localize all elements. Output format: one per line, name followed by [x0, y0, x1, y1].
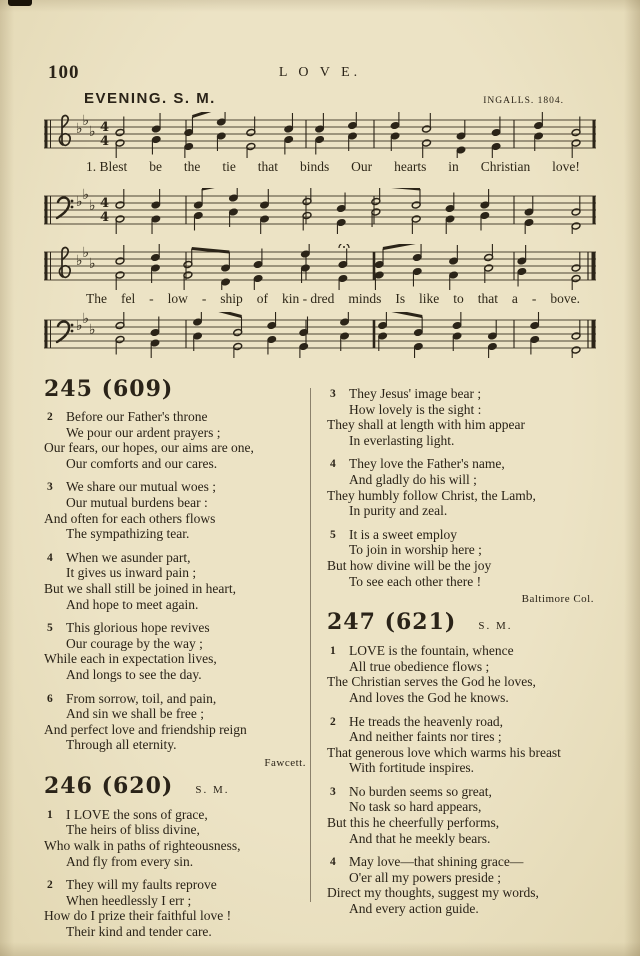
hymn-verse: [44, 620, 308, 682]
verse-line: When heedlessly I err ;: [66, 892, 192, 908]
verse-number: 1: [47, 808, 53, 821]
flat-sign-icon: ♭: [82, 113, 90, 129]
hymn-verse: [327, 854, 596, 916]
verse-number: 3: [330, 388, 336, 400]
tune-header: [0, 90, 640, 110]
fermata-icon: [339, 244, 349, 248]
treble-clef-stave: [44, 244, 596, 290]
verse-line: And that he meekly bears.: [349, 830, 491, 846]
flat-sign-icon: ♭: [89, 256, 96, 272]
verse-number: 4: [330, 856, 336, 869]
sheet-music: [44, 112, 596, 372]
verse-number: 2: [47, 879, 53, 892]
verse-line: They Jesus' image bear ;: [349, 386, 482, 401]
verse-line: This glorious hope revives: [66, 620, 210, 636]
verse-line: Their kind and tender care.: [66, 924, 212, 940]
hymn-verse: [44, 550, 308, 612]
hymn-heading: [44, 773, 308, 803]
verse-line: Our comforts and our cares.: [66, 455, 218, 471]
flat-sign-icon: ♭: [82, 188, 90, 203]
page-header: [0, 62, 640, 84]
verse-line: Who walk in paths of righteousness,: [44, 838, 241, 854]
verse-line: And longs to see the day.: [66, 666, 202, 682]
flat-sign-icon: ♭: [89, 124, 96, 140]
verse-line: And hope to meet again.: [66, 596, 199, 612]
time-signature-digit: 4: [100, 120, 110, 135]
verse-line: O'er all my powers preside ;: [349, 869, 502, 885]
verse-line: How lovely is the sight :: [349, 401, 482, 417]
lyric-word: binds: [299, 159, 330, 174]
verse-number: 5: [47, 622, 53, 635]
verse-line: To see each other there !: [349, 573, 482, 589]
tune-composer: INGALLS. 1804.: [483, 96, 564, 106]
lyric-word: tie: [222, 159, 236, 174]
lyric-word: low: [167, 291, 188, 306]
hymn-attribution: Baltimore Col.: [521, 593, 594, 606]
verse-line: And fly from every sin.: [66, 853, 194, 869]
verse-line: They love the Father's name,: [349, 456, 505, 472]
lyric-word: The: [86, 291, 107, 306]
lyric-word: of: [256, 291, 268, 306]
verse-line: Through all eternity.: [66, 737, 177, 753]
verse-line: That generous love which warms his breast: [327, 744, 561, 760]
verse-line: And often for each others flows: [44, 510, 216, 526]
verse-number: 1: [330, 645, 336, 658]
hymn-verse: [327, 527, 596, 589]
page-number: 100: [48, 62, 80, 83]
verse-line: And perfect love and friendship reign: [44, 721, 247, 737]
verse-line: Before our Father's throne: [66, 409, 208, 424]
verse-line: All true obedience flows ;: [349, 658, 490, 674]
bass-clef-stave: [44, 188, 596, 234]
verse-line: We pour our ardent prayers ;: [66, 424, 221, 440]
verse-line: Our courage by the way ;: [66, 635, 203, 651]
lyric-word: kin - dred: [281, 291, 335, 306]
verse-line: And loves the God he knows.: [349, 689, 509, 705]
stave-treble-2: [44, 244, 596, 290]
verse-line: And gladly do his will ;: [349, 471, 477, 487]
stave-treble-1: [44, 112, 596, 158]
verse-line: May love—that shining grace—: [349, 854, 524, 870]
lyric-word: fel: [120, 291, 136, 306]
bass-clef-icon: [57, 198, 73, 219]
lyric-word: minds: [348, 291, 382, 306]
hymn-verse: [44, 807, 308, 869]
verse-line: They will my faults reprove: [66, 877, 217, 893]
lyric-word: like: [419, 291, 440, 306]
verse-line: Direct my thoughts, suggest my words,: [327, 885, 539, 901]
verse-line: Our mutual burdens bear :: [66, 494, 208, 510]
verse-number: 6: [47, 692, 53, 705]
verse-line: It gives us inward pain ;: [66, 565, 197, 581]
time-signature-digit: 4: [100, 196, 110, 211]
verse-line: Our fears, our hopes, our aims are one,: [44, 440, 254, 456]
hymn-verse: [327, 784, 596, 846]
lyric-word: -: [149, 291, 154, 306]
lyric-word: bove.: [550, 291, 580, 306]
verse-number: 2: [47, 411, 53, 423]
hymn-column-right: [311, 374, 596, 938]
flat-sign-icon: ♭: [82, 312, 90, 327]
verse-line: They shall at length with him appear: [327, 417, 525, 433]
verse-line: How do I prize their faithful love !: [44, 908, 232, 924]
lyric-word: love!: [552, 159, 580, 174]
lyric-word: be: [149, 159, 162, 174]
hymn-heading: [44, 376, 308, 405]
bass-clef-icon: [57, 322, 73, 343]
hymn-meter: S. M.: [478, 620, 513, 633]
verse-line: We share our mutual woes ;: [66, 479, 216, 495]
verse-line: No task so hard appears,: [349, 799, 482, 815]
verse-number: 5: [330, 528, 336, 541]
flat-sign-icon: ♭: [82, 245, 90, 261]
verse-line: But we shall still be joined in heart,: [44, 580, 236, 596]
verse-line: From sorrow, toil, and pain,: [66, 690, 217, 706]
verse-line: He treads the heavenly road,: [349, 713, 504, 729]
tune-title: EVENING. S. M.: [84, 90, 216, 107]
time-signature-digit: 4: [100, 134, 110, 149]
verse-line: The heirs of bliss divine,: [66, 822, 200, 838]
verse-line: While each in expectation lives,: [44, 651, 217, 667]
treble-clef-stave: [44, 112, 596, 158]
verse-line: And sin we shall be free ;: [66, 706, 204, 722]
verse-line: The Christian serves the God he loves,: [327, 674, 536, 690]
verse-number: 3: [47, 481, 53, 494]
lyric-word: Our: [351, 159, 373, 174]
verse-number: 4: [330, 458, 336, 471]
hymn-verse: [44, 691, 308, 753]
verse-line: They humbly follow Christ, the Lamb,: [327, 487, 536, 503]
running-head: L O V E.: [278, 65, 362, 80]
verse-line: It is a sweet employ: [349, 526, 457, 542]
lyric-word: hearts: [394, 159, 427, 174]
hymn-verse: [44, 409, 308, 471]
verse-number: 4: [47, 551, 53, 564]
lyric-word: Is: [395, 291, 406, 306]
flat-sign-icon: ♭: [76, 121, 83, 137]
flat-sign-icon: ♭: [89, 322, 96, 338]
flat-sign-icon: ♭: [76, 253, 83, 269]
verse-line: And every action guide.: [349, 901, 479, 917]
hymn-number: 246 (620): [44, 772, 174, 799]
lyric-word: the: [183, 159, 201, 174]
hymn-meter: S. M.: [195, 783, 230, 796]
lyric-word: that: [257, 159, 279, 174]
verse-number: 3: [330, 785, 336, 798]
lyric-word: that: [477, 291, 498, 306]
lyric-word: to: [453, 291, 464, 306]
flat-sign-icon: ♭: [89, 198, 96, 214]
verse-line: LOVE is the fountain, whence: [349, 643, 514, 659]
verse-line: I LOVE the sons of grace,: [66, 806, 208, 822]
hymn-heading: [327, 609, 596, 639]
hymn-text-area: [44, 374, 596, 938]
verse-number: 2: [330, 715, 336, 728]
lyric-word: Christian: [480, 159, 531, 174]
flat-sign-icon: ♭: [76, 318, 83, 334]
verse-line: The sympathizing tear.: [66, 526, 190, 542]
verse-line: But how divine will be the joy: [327, 557, 492, 573]
verse-line: No burden seems so great,: [349, 783, 492, 799]
verse-line: And neither faints nor tires ;: [349, 729, 502, 745]
lyric-word: 1. Blest: [86, 159, 128, 174]
hymn-verse: [327, 386, 596, 448]
stave-bass-1: [44, 188, 596, 234]
lyric-word: -: [531, 291, 537, 306]
hymn-verse: [327, 714, 596, 776]
lyric-word: -: [201, 291, 207, 306]
verse-line: But this he cheerfully performs,: [327, 815, 500, 831]
flat-sign-icon: ♭: [76, 194, 83, 210]
scan-artifact-mark: [8, 0, 32, 6]
verse-line: When we asunder part,: [66, 549, 191, 565]
verse-line: In everlasting light.: [349, 432, 455, 448]
hymn-number: 245 (609): [44, 376, 174, 402]
verse-line: With fortitude inspires.: [349, 760, 475, 776]
hymn-verse: [327, 643, 596, 705]
lyric-word: in: [448, 159, 459, 174]
lyric-word: a: [511, 291, 518, 306]
stave-bass-2: [44, 312, 596, 358]
hymn-verse: [44, 479, 308, 541]
bass-clef-stave: [44, 312, 596, 358]
lyrics-line-2: [44, 291, 596, 307]
hymn-column-left: [44, 374, 308, 938]
hymn-verse: [44, 877, 308, 939]
time-signature-digit: 4: [100, 210, 110, 225]
hymn-attribution: Fawcett.: [264, 756, 306, 769]
verse-line: In purity and zeal.: [349, 503, 448, 519]
hymn-verse: [327, 456, 596, 518]
lyrics-line-1: [44, 159, 596, 175]
hymn-number: 247 (621): [327, 609, 457, 636]
lyric-word: ship: [220, 291, 243, 306]
verse-line: To join in worship here ;: [349, 542, 482, 558]
